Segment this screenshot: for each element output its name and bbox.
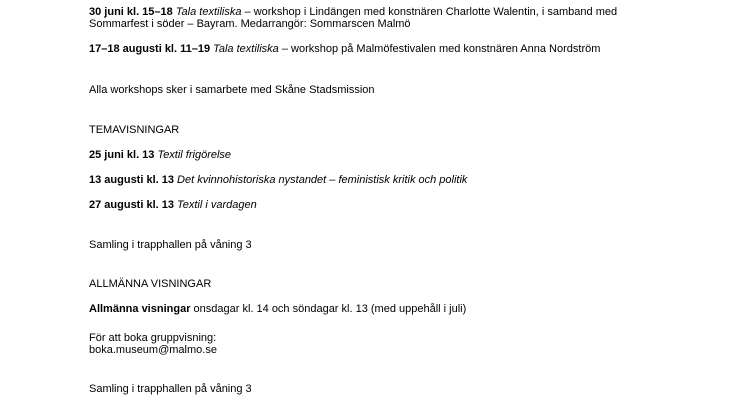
workshop-1-date: 30 juni kl. 15–18 bbox=[89, 6, 173, 18]
tema-item-3-title: Textil i vardagen bbox=[173, 199, 257, 211]
workshops-note: Alla workshops sker i samarbete med Skåne Stadsmission bbox=[89, 84, 375, 96]
allmanna-text: onsdagar kl. 14 och söndagar kl. 13 (med uppehåll i juli) bbox=[190, 303, 467, 315]
workshop-1-description: – workshop i Lindängen med konstnären Charlotte Walentin, i samband med bbox=[241, 6, 618, 18]
workshop-1-line-2: Sommarfest i söder – Bayram. Medarrangör: Sommarscen Malmö bbox=[89, 18, 411, 30]
tema-note: Samling i trapphallen på våning 3 bbox=[89, 239, 252, 251]
booking-email[interactable]: boka.museum@malmo.se bbox=[89, 344, 217, 356]
allmanna-schedule bbox=[89, 303, 466, 316]
workshop-1-title: Tala textiliska bbox=[175, 6, 242, 18]
booking-label: För att boka gruppvisning: bbox=[89, 332, 217, 344]
tema-item-2 bbox=[89, 174, 467, 187]
tema-item-2-title: Det kvinnohistoriska nystandet – feministisk kritik och politik bbox=[173, 174, 468, 186]
tema-item-2-date: 13 augusti kl. 13 bbox=[89, 174, 174, 186]
allmanna-label: Allmänna visningar bbox=[89, 303, 191, 315]
workshop-2 bbox=[89, 43, 600, 56]
workshop-2-date: 17–18 augusti kl. 11–19 bbox=[89, 43, 211, 55]
workshop-2-title: Tala textiliska bbox=[213, 43, 279, 55]
workshop-2-description: – workshop på Malmöfestivalen med konstnären Anna Nordström bbox=[278, 43, 601, 55]
allmanna-note: Samling i trapphallen på våning 3 bbox=[89, 383, 252, 395]
allmanna-heading: ALLMÄNNA VISNINGAR bbox=[89, 278, 212, 290]
tema-item-3-date: 27 augusti kl. 13 bbox=[89, 199, 174, 211]
tema-item-1-date: 25 juni kl. 13 bbox=[89, 149, 155, 161]
tema-item-3 bbox=[89, 199, 257, 212]
tema-heading: TEMAVISNINGAR bbox=[89, 124, 180, 136]
tema-item-1-title: Textil frigörelse bbox=[154, 149, 232, 161]
tema-item-1 bbox=[89, 149, 231, 162]
